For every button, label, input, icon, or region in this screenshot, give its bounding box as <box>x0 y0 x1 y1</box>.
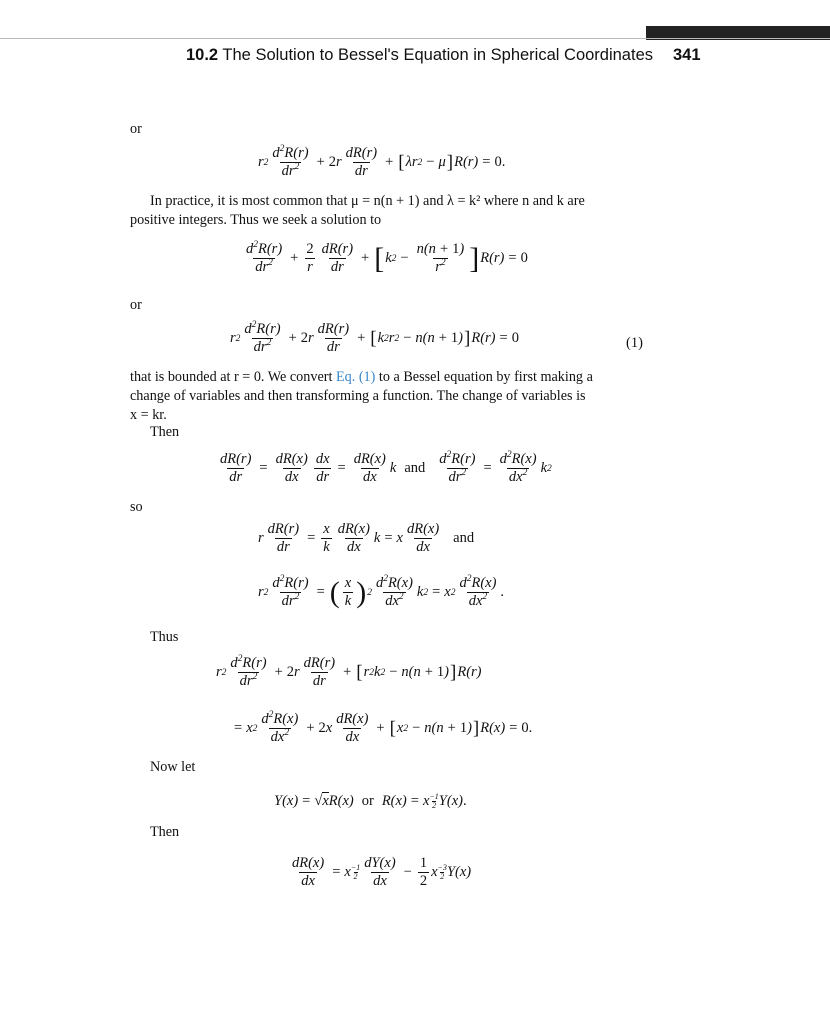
eq-1-link[interactable]: Eq. (1) <box>335 369 376 385</box>
equation-radial-divided: $\frac{d^2R(r)}{dr^2}$ + $\frac{2}{r}$ $\frac{dR(r)}{dr}$ + [ k 2 − $\frac{n(n + 1)}{r^2}$ ] R(r) = 0 <box>246 240 528 275</box>
text-then-1: Then <box>150 424 180 440</box>
text-and-2: and <box>453 530 475 546</box>
equation-1: r 2 $\frac{d^2R(r)}{dr^2}$ + 2 r $\frac{dR(r)}{dr}$ + [ k 2 r 2 − n(n + 1 ) ] R(r) = 0 <box>230 320 519 355</box>
text-or-2: or <box>130 297 142 313</box>
text-and-1: and <box>404 460 426 476</box>
equation-derivative-R: $\frac{dR(x)}{dx}$ = x $\frac{-1}{2}$ $\frac{dY(x)}{dx}$ − $\frac{1}{2}$ x −3 2 Y(x) <box>292 855 472 889</box>
text-or-1: or <box>130 121 142 137</box>
bounded-line-3: x = kr. <box>130 407 167 423</box>
text-so: so <box>130 499 143 515</box>
text-thus: Thus <box>150 629 179 645</box>
section-number: 10.2 <box>186 46 219 64</box>
equation-substitution: Y(x) = √ x R(x) or R(x) = x $\frac{-1}{2}$ Y(x) . <box>274 791 467 810</box>
header-rule <box>0 38 830 39</box>
equation-chain-rule: $\frac{dR(r)}{dr}$ = $\frac{dR(x)}{dx}$ $\frac{dx}{dr}$ = $\frac{dR(x)}{dx}$ k and $\frac{d^2R(r)}{dr^2}$ = $\frac{d^2R(x)}{dx^2}$ k 2 <box>220 450 552 485</box>
page-number: 341 <box>673 46 701 64</box>
paragraph-practice <box>130 192 646 230</box>
text-or-3: or <box>361 792 374 809</box>
running-header <box>186 46 706 65</box>
equation-first-derivative-sub: r $\frac{dR(r)}{dr}$ = $\frac{x}{k}$ $\frac{dR(x)}{dx}$ k = x $\frac{dR(x)}{dx}$ and <box>258 521 475 555</box>
equation-radial-general: r 2 $\frac{d^2R(r)}{dr^2}$ + 2 r $\frac{dR(r)}{dr}$ + [ λr 2 − μ ] R(r) = 0. <box>258 144 506 179</box>
equation-transformed-lhs: r 2 $\frac{d^2R(r)}{dr^2}$ + 2 r $\frac{dR(r)}{dr}$ + [ r 2 k 2 − n(n + 1 ) ] R(r) <box>216 654 482 689</box>
paragraph-bounded <box>130 368 646 425</box>
practice-line-2: positive integers. Thus we seek a solution to <box>130 212 382 228</box>
text-now-let: Now let <box>150 759 196 775</box>
text-then-2: Then <box>150 824 180 840</box>
equation-bessel-form: = x 2 $\frac{d^2R(x)}{dx^2}$ + 2 x $\frac{dR(x)}{dx}$ + [ x 2 − n(n + 1 ) ] R(x) = 0. <box>234 710 533 745</box>
bounded-line-2: change of variables and then transforming a function. The change of variables is <box>130 388 586 404</box>
bounded-line-1: that is bounded at r = 0. We convert Eq. (1) to a Bessel equation by first making a <box>130 369 593 385</box>
practice-line-1: In practice, it is most common that μ = n(n + 1) and λ = k² where n and k are <box>150 193 585 209</box>
equation-second-derivative-sub: r 2 $\frac{d^2R(r)}{dr^2}$ = ( $\frac{x}{k}$ ) 2 $\frac{d^2R(x)}{dx^2}$ k 2 = x 2 $\frac{d^2R(x)}{dx^2}$ . <box>258 574 505 609</box>
equation-number-1: (1) <box>626 335 643 351</box>
section-title: The Solution to Bessel's Equation in Spherical Coordinates <box>222 46 653 64</box>
